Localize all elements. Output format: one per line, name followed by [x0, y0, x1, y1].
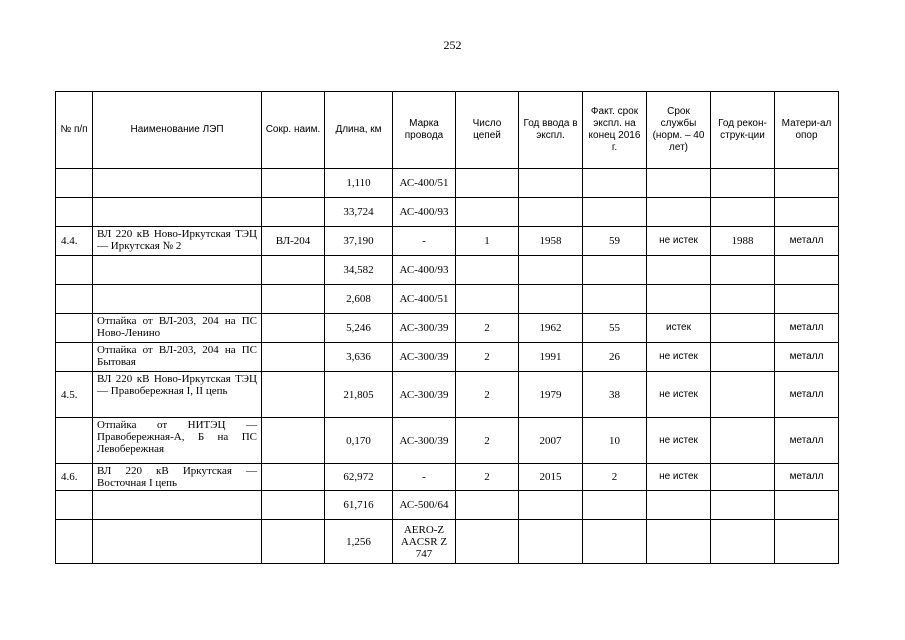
cell-reconstruction	[711, 418, 775, 464]
cell-material	[775, 491, 839, 520]
cell-year	[519, 198, 583, 227]
cell-material: металл	[775, 418, 839, 464]
cell-circuits: 2	[456, 372, 519, 418]
cell-num	[56, 285, 93, 314]
header-row	[56, 92, 839, 169]
cell-circuits	[456, 198, 519, 227]
cell-length: 61,716	[325, 491, 393, 520]
header-age: Факт. срок экспл. на конец 2016 г.	[583, 92, 647, 169]
cell-name	[93, 256, 262, 285]
cell-circuits: 2	[456, 464, 519, 491]
cell-year: 1991	[519, 343, 583, 372]
cell-num	[56, 343, 93, 372]
cell-status	[647, 256, 711, 285]
cell-material: металл	[775, 464, 839, 491]
cell-abbr	[262, 198, 325, 227]
cell-num	[56, 169, 93, 198]
header-num: № п/п	[56, 92, 93, 169]
table-row	[56, 314, 839, 343]
cell-abbr	[262, 372, 325, 418]
cell-name: ВЛ 220 кВ Ново-Иркутская ТЭЦ — Иркутская № 2	[93, 227, 262, 256]
cell-name: Отпайка от ВЛ-203, 204 на ПС Ново-Ленино	[93, 314, 262, 343]
header-wire: Марка провода	[393, 92, 456, 169]
cell-name	[93, 198, 262, 227]
header-abbr: Сокр. наим.	[262, 92, 325, 169]
cell-wire: АС-500/64	[393, 491, 456, 520]
header-service-life: Срок службы (норм. – 40 лет)	[647, 92, 711, 169]
cell-status	[647, 491, 711, 520]
table-row	[56, 227, 839, 256]
cell-length: 2,608	[325, 285, 393, 314]
cell-material: металл	[775, 314, 839, 343]
cell-reconstruction	[711, 491, 775, 520]
cell-status	[647, 198, 711, 227]
cell-wire: АС-300/39	[393, 314, 456, 343]
cell-name: Отпайка от ВЛ-203, 204 на ПС Бытовая	[93, 343, 262, 372]
cell-material: металл	[775, 372, 839, 418]
cell-age: 10	[583, 418, 647, 464]
cell-length: 34,582	[325, 256, 393, 285]
cell-year: 1962	[519, 314, 583, 343]
cell-year: 2015	[519, 464, 583, 491]
cell-status	[647, 520, 711, 564]
header-circuits: Число цепей	[456, 92, 519, 169]
cell-num	[56, 491, 93, 520]
cell-material	[775, 285, 839, 314]
cell-length: 37,190	[325, 227, 393, 256]
table-row	[56, 418, 839, 464]
cell-circuits	[456, 491, 519, 520]
table-row	[56, 520, 839, 564]
cell-reconstruction	[711, 314, 775, 343]
cell-abbr	[262, 256, 325, 285]
cell-age	[583, 198, 647, 227]
cell-age	[583, 256, 647, 285]
table-row	[56, 464, 839, 491]
cell-wire: -	[393, 464, 456, 491]
cell-age: 55	[583, 314, 647, 343]
cell-reconstruction	[711, 285, 775, 314]
cell-reconstruction	[711, 169, 775, 198]
cell-length: 1,256	[325, 520, 393, 564]
table-row	[56, 169, 839, 198]
cell-circuits: 2	[456, 314, 519, 343]
cell-status	[647, 285, 711, 314]
cell-wire: АС-300/39	[393, 343, 456, 372]
cell-num	[56, 256, 93, 285]
cell-year: 1979	[519, 372, 583, 418]
cell-name: ВЛ 220 кВ Иркутская — Восточная I цепь	[93, 464, 262, 491]
page-number: 252	[443, 38, 462, 52]
cell-year	[519, 491, 583, 520]
cell-num	[56, 314, 93, 343]
header-reconstruction: Год рекон-струк-ции	[711, 92, 775, 169]
cell-num: 4.4.	[56, 227, 93, 256]
cell-wire: AERO-Z AACSR Z 747	[393, 520, 456, 564]
cell-age: 26	[583, 343, 647, 372]
header-material: Матери-ал опор	[775, 92, 839, 169]
cell-status: истек	[647, 314, 711, 343]
cell-abbr	[262, 491, 325, 520]
table-row	[56, 372, 839, 418]
cell-name: ВЛ 220 кВ Ново-Иркутская ТЭЦ — Правобережная I, II цепь	[93, 372, 262, 418]
cell-material: металл	[775, 227, 839, 256]
cell-name	[93, 491, 262, 520]
header-name: Наименование ЛЭП	[93, 92, 262, 169]
cell-wire: -	[393, 227, 456, 256]
cell-material	[775, 520, 839, 564]
cell-status: не истек	[647, 343, 711, 372]
cell-year	[519, 256, 583, 285]
cell-age	[583, 520, 647, 564]
cell-num	[56, 198, 93, 227]
cell-status: не истек	[647, 372, 711, 418]
cell-year: 1958	[519, 227, 583, 256]
cell-age: 59	[583, 227, 647, 256]
cell-status: не истек	[647, 227, 711, 256]
cell-reconstruction: 1988	[711, 227, 775, 256]
cell-material	[775, 169, 839, 198]
cell-circuits	[456, 285, 519, 314]
cell-reconstruction	[711, 256, 775, 285]
cell-age	[583, 169, 647, 198]
cell-name: Отпайка от НИТЭЦ — Правобережная-А, Б на ПС Левобережная	[93, 418, 262, 464]
header-length: Длина, км	[325, 92, 393, 169]
cell-length: 1,110	[325, 169, 393, 198]
cell-wire: АС-400/51	[393, 169, 456, 198]
cell-num: 4.6.	[56, 464, 93, 491]
cell-material	[775, 256, 839, 285]
cell-abbr	[262, 418, 325, 464]
cell-abbr	[262, 520, 325, 564]
cell-material: металл	[775, 343, 839, 372]
cell-reconstruction	[711, 520, 775, 564]
cell-age	[583, 285, 647, 314]
cell-abbr	[262, 343, 325, 372]
cell-length: 33,724	[325, 198, 393, 227]
cell-abbr	[262, 285, 325, 314]
cell-num	[56, 418, 93, 464]
cell-name	[93, 169, 262, 198]
cell-wire: АС-300/39	[393, 418, 456, 464]
cell-circuits: 2	[456, 343, 519, 372]
cell-wire: АС-300/39	[393, 372, 456, 418]
cell-year	[519, 169, 583, 198]
cell-circuits	[456, 520, 519, 564]
table-row	[56, 343, 839, 372]
cell-circuits	[456, 256, 519, 285]
cell-reconstruction	[711, 464, 775, 491]
table-row	[56, 256, 839, 285]
cell-abbr: ВЛ-204	[262, 227, 325, 256]
cell-name	[93, 285, 262, 314]
cell-circuits: 2	[456, 418, 519, 464]
cell-year	[519, 520, 583, 564]
cell-name	[93, 520, 262, 564]
cell-wire: АС-400/51	[393, 285, 456, 314]
table-row	[56, 285, 839, 314]
header-year: Год ввода в экспл.	[519, 92, 583, 169]
cell-age: 2	[583, 464, 647, 491]
cell-num: 4.5.	[56, 372, 93, 418]
cell-age: 38	[583, 372, 647, 418]
cell-length: 21,805	[325, 372, 393, 418]
cell-status: не истек	[647, 418, 711, 464]
table-row	[56, 491, 839, 520]
cell-material	[775, 198, 839, 227]
cell-reconstruction	[711, 198, 775, 227]
cell-num	[56, 520, 93, 564]
cell-status: не истек	[647, 464, 711, 491]
power-lines-table	[55, 91, 839, 564]
cell-circuits	[456, 169, 519, 198]
cell-abbr	[262, 464, 325, 491]
cell-abbr	[262, 169, 325, 198]
cell-year: 2007	[519, 418, 583, 464]
table-row	[56, 198, 839, 227]
cell-year	[519, 285, 583, 314]
cell-reconstruction	[711, 372, 775, 418]
cell-abbr	[262, 314, 325, 343]
cell-length: 0,170	[325, 418, 393, 464]
cell-wire: АС-400/93	[393, 198, 456, 227]
cell-circuits: 1	[456, 227, 519, 256]
cell-status	[647, 169, 711, 198]
cell-length: 62,972	[325, 464, 393, 491]
cell-age	[583, 491, 647, 520]
cell-reconstruction	[711, 343, 775, 372]
cell-wire: АС-400/93	[393, 256, 456, 285]
cell-length: 5,246	[325, 314, 393, 343]
cell-length: 3,636	[325, 343, 393, 372]
